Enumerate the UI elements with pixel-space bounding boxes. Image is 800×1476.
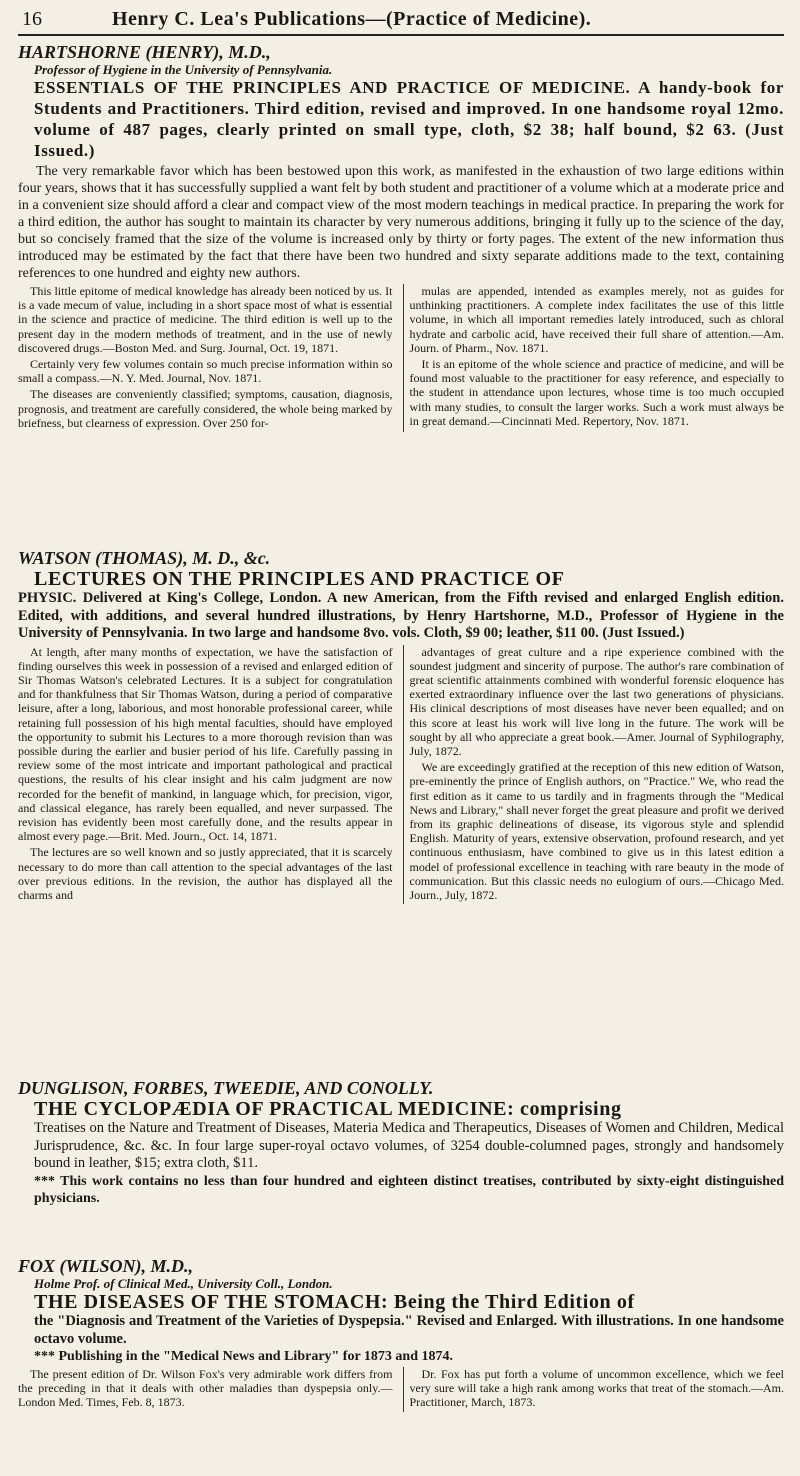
author-name: WATSON (THOMAS), M. D., &c. <box>18 548 271 568</box>
review-text: It is an epitome of the whole science and practice of medicine, and will be found most valuable to the practitioner for easy reference, and especially to the student in attendance upon lectures, whose time is too much occupied with many studies, to consult the larger works. Such a work must always be in great demand.—Cincinnati Med. Repertory, Nov. 1871. <box>409 357 784 428</box>
author-affiliation: Professor of Hygiene in the University of Pennsylvania. <box>34 62 333 77</box>
running-head <box>22 6 782 32</box>
book-description: the "Diagnosis and Treatment of the Varieties of Dyspepsia." Revised and Enlarged. With illustrations. In one handsome octavo volume. <box>34 1313 784 1347</box>
author-name: FOX (WILSON), M.D., <box>18 1256 194 1276</box>
reviews-right-column <box>403 645 785 905</box>
reviews-columns <box>18 1367 784 1412</box>
book-note: *** This work contains no less than four hundred and eighteen distinct treatises, contributed by sixty-eight distinguished physicians. <box>34 1173 784 1206</box>
header-rule <box>18 34 784 36</box>
reviews-columns <box>18 284 784 432</box>
review-text: The lectures are so well known and so justly appreciated, that it is scarcely necessary to do more than call attention to the special advantages of the last over previous editions. In the revision, the author has displayed all the charms and <box>18 845 393 902</box>
review-text: Certainly very few volumes contain so much precise information within so small a compass.—N. Y. Med. Journal, Nov. 1871. <box>18 357 393 386</box>
author-affiliation: Holme Prof. of Clinical Med., University Coll., London. <box>34 1276 333 1291</box>
book-title: THE CYCLOPÆDIA OF PRACTICAL MEDICINE: comprising <box>34 1098 622 1120</box>
reviews-right-column <box>403 284 785 432</box>
page-number: 16 <box>22 8 42 30</box>
review-text: This little epitome of medical knowledge has already been noticed by us. It is a vade mecum of value, including in a short space most of what is essential in the science and practice of medicine. The third edition is well up to the present day in the modern methods of treatment, and in the use of newly discovered drugs.—Boston Med. and Surg. Journal, Oct. 19, 1871. <box>18 284 393 355</box>
book-note: *** Publishing in the "Medical News and Library" for 1873 and 1874. <box>34 1349 453 1364</box>
entry-dunglison <box>18 1078 784 1207</box>
author-name: DUNGLISON, FORBES, TWEEDIE, AND CONOLLY. <box>18 1078 434 1098</box>
reviews-left-column <box>18 1367 395 1412</box>
book-title: THE DISEASES OF THE STOMACH: Being the Third Edition of <box>34 1291 635 1313</box>
reviews-left-column <box>18 645 395 905</box>
author-name: HARTSHORNE (HENRY), M.D., <box>18 42 271 62</box>
book-title: ESSENTIALS OF THE PRINCIPLES AND PRACTICE OF MEDICINE. A handy-book for Students and Practitioners. Third edition, revised and improved. In one handsome royal 12mo. volume of 487 pages, clearly printed on small type, cloth, $2 38; half bound, $2 63. (Just Issued.) <box>34 78 784 160</box>
reviews-left-column <box>18 284 395 432</box>
review-text: mulas are appended, intended as examples merely, not as guides for unthinking practitioners. A complete index facilitates the use of this little volume, in which all important remedies lately introduced, such as chloral hydrate and carbolic acid, have received their full share of attention.—Am. Journ. of Pharm., Nov. 1871. <box>409 284 784 355</box>
entry-watson <box>18 548 784 904</box>
review-text: The present edition of Dr. Wilson Fox's very admirable work differs from the preceding in that it deals with other maladies than dyspepsia only.—London Med. Times, Feb. 8, 1873. <box>18 1367 393 1410</box>
review-text: The diseases are conveniently classified; symptoms, causation, diagnosis, prognosis, and treatment are carefully considered, the whole being marked by briefness, but clearness of expression. Over 250 for- <box>18 387 393 430</box>
running-title: Henry C. Lea's Publications—(Practice of Medicine). <box>112 8 592 30</box>
book-description: PHYSIC. Delivered at King's College, London. A new American, from the Fifth revised and enlarged English edition. Edited, with additions, and several hundred illustrations, by Henry Hartshorne, M.D., Professor of Hygiene in the University of Pennsylvania. In two large and handsome 8vo. vols. Cloth, $9 00; leather, $11 00. (Just Issued.) <box>18 590 784 641</box>
reviews-columns <box>18 645 784 905</box>
review-text: advantages of great culture and a ripe experience combined with the soundest judgment and sincerity of purpose. The author's rare combination of great scientific attainments combined with wonderful forensic eloquence has exerted extraordinary influence over the last two generations of physicians. His clinical descriptions of most diseases have never been equalled; and on this score at least his work will live long in the future. The work will be sought by all who appreciate a great book.—Amer. Journal of Syphilography, July, 1872. <box>409 644 784 758</box>
book-description: The very remarkable favor which has been bestowed upon this work, as manifested in the exhaustion of two large editions within four years, shows that it has successfully supplied a want felt by both student and practitioner of a volume which at a moderate price and in a convenient size should afford a clear and compact view of the most modern teachings in medical practice. In preparing the work for a third edition, the author has sought to maintain its character by very numerous additions, bringing it fully up to the science of the day, but so concisely framed that the size of the volume is increased only by thirty or forty pages. The extent of the new information thus introduced may be estimated by the fact that there have been two hundred and sixty separate additions made to the text, containing references to one hundred and eighty new authors. <box>18 164 784 281</box>
review-text: At length, after many months of expectation, we have the satisfaction of finding ourselves this week in possession of a revised and enlarged edition of Sir Thomas Watson's celebrated Lectures. It is a subject for congratulation and for thankfulness that Sir Thomas Watson, during a period of comparative leisure, after a long, laborious, and most honorable professional career, while retaining full possession of his high mental faculties, should have employed the opportunity to submit his Lectures to a more thorough revision than was possible during the earlier and busier period of his life. Carefully passing in review some of the most intricate and important pathological and practical questions, the results of his clear insight and his calm judgment are now recorded for the benefit of mankind, in language which, for precision, vigor, and classical elegance, has rarely been equalled, and never surpassed. The revision has evidently been most carefully done, and the results appear in almost every page.—Brit. Med. Journ., Oct. 14, 1871. <box>18 644 393 844</box>
review-text: Dr. Fox has put forth a volume of uncommon excellence, which we feel very sure will take a high rank among works that treat of the stomach.—Am. Practitioner, March, 1873. <box>409 1367 784 1410</box>
book-title: LECTURES ON THE PRINCIPLES AND PRACTICE OF <box>34 568 565 590</box>
entry-fox <box>18 1256 784 1412</box>
reviews-right-column <box>403 1367 785 1412</box>
entry-hartshorne <box>18 42 784 432</box>
book-description: Treatises on the Nature and Treatment of Diseases, Materia Medica and Therapeutics, Diseases of Women and Children, Medical Jurisprudence, &c. &c. In four large super-royal octavo volumes, of 3254 double-columned pages, strongly and handsomely bound in leather, $15; extra cloth, $11. <box>34 1120 784 1171</box>
review-text: We are exceedingly gratified at the reception of this new edition of Watson, pre-eminently the prince of English authors, on "Practice." We, who read the first edition as it came to us tardily and in fragments through the "Medical News and Library," shall never forget the great pleasure and profit we derived from its graphic delineations of disease, its vigorous style and splendid English. Maturity of years, extensive observation, profound research, and yet continuous enthusiasm, have combined to give us in this latest edition a model of professional excellence in teaching with rare beauty in the mode of communication. But this classic needs no eulogium of ours.—Chicago Med. Journ., July, 1872. <box>409 760 784 902</box>
